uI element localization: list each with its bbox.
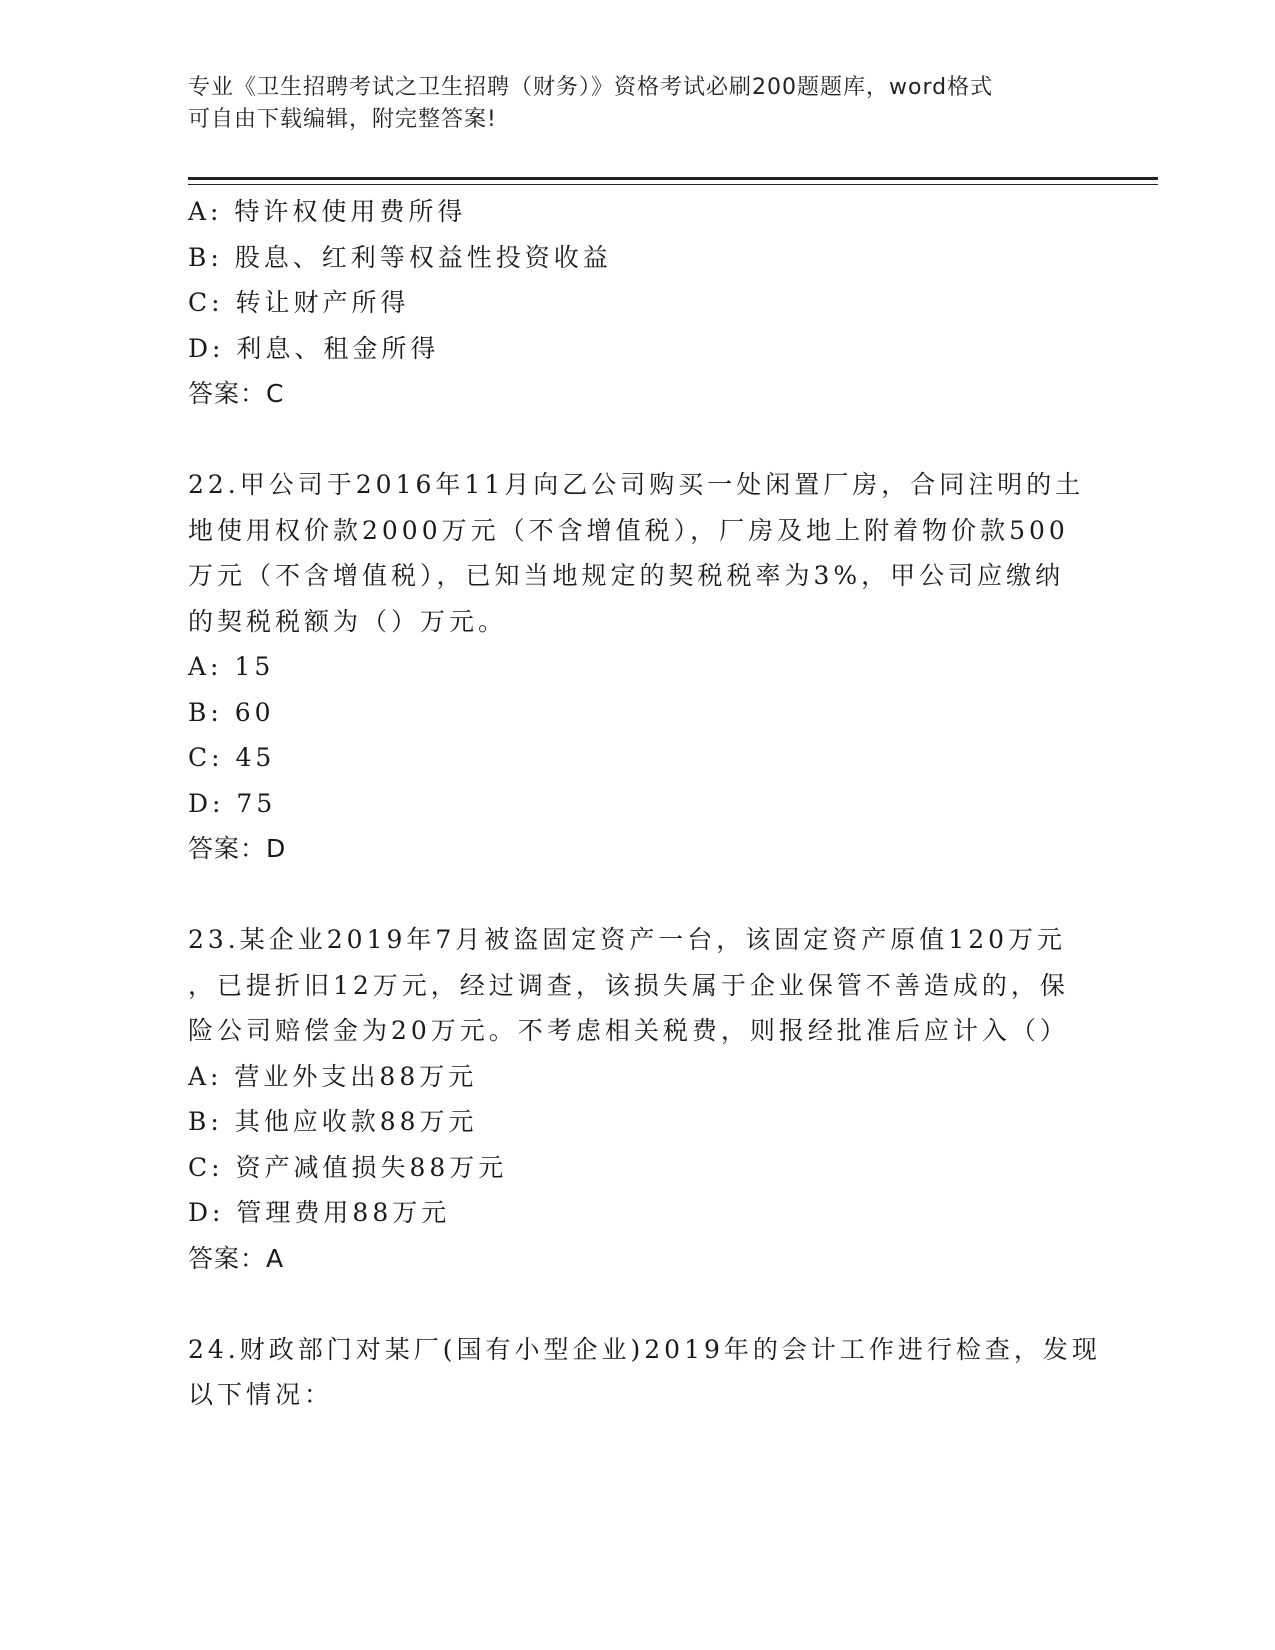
option-c: C: 资产减值损失88万元 xyxy=(188,1152,508,1182)
document-header xyxy=(188,72,1068,136)
option-d: D: 75 xyxy=(188,788,277,818)
question-stem-line: 23.某企业2019年7月被盗固定资产一台，该固定资产原值120万元 xyxy=(188,925,1067,954)
option-c: C: 转让财产所得 xyxy=(188,288,410,317)
header-line-1: 专业《卫生招聘考试之卫生招聘（财务）》资格考试必刷200题题库，word格式 xyxy=(188,75,994,100)
header-line-2: 可自由下载编辑，附完整答案! xyxy=(188,107,497,132)
question-stem-line: 万元（不含增值税），已知当地规定的契税税率为3%，甲公司应缴纳 xyxy=(188,561,1065,590)
option-a: A: 营业外支出88万元 xyxy=(188,1061,478,1091)
option-b: B: 其他应收款88万元 xyxy=(188,1107,478,1136)
header-divider-thin xyxy=(188,184,1158,185)
question-stem-line: 的契税税额为（）万元。 xyxy=(188,606,508,636)
option-b: B: 股息、红利等权益性投资收益 xyxy=(188,242,612,272)
option-a: A: 15 xyxy=(188,652,275,681)
question-stem-line: 以下情况： xyxy=(188,1380,334,1409)
option-b: B: 60 xyxy=(188,697,275,727)
question-stem-line: 22.甲公司于2016年11月向乙公司购买一处闲置厂房，合同注明的土 xyxy=(188,470,1085,499)
spacer xyxy=(188,417,1088,463)
question-22 xyxy=(188,462,1088,872)
option-c: C: 45 xyxy=(188,743,276,772)
question-stem-line: 险公司赔偿金为20万元。不考虑相关税费，则报经批准后应计入（） xyxy=(188,1016,1069,1045)
spacer xyxy=(188,872,1088,918)
spacer xyxy=(188,1281,1088,1327)
option-a: A: 特许权使用费所得 xyxy=(188,197,467,226)
question-stem-line: 地使用权价款2000万元（不含增值税），厂房及地上附着物价款500 xyxy=(188,515,1069,545)
answer: 答案：A xyxy=(188,1243,285,1273)
header-divider-thick xyxy=(188,177,1158,180)
question-23 xyxy=(188,917,1088,1281)
question-stem-line: ，已提折旧12万元，经过调查，该损失属于企业保管不善造成的，保 xyxy=(188,970,1069,1000)
document-body xyxy=(188,189,1101,1418)
answer: 答案：C xyxy=(188,379,285,408)
question-21 xyxy=(188,189,1088,417)
answer: 答案：D xyxy=(188,834,287,863)
question-24 xyxy=(188,1327,1101,1418)
option-d: D: 管理费用88万元 xyxy=(188,1198,451,1227)
question-stem-line: 24.财政部门对某厂(国有小型企业)2019年的会计工作进行检查，发现 xyxy=(188,1334,1101,1364)
option-d: D: 利息、租金所得 xyxy=(188,333,440,363)
